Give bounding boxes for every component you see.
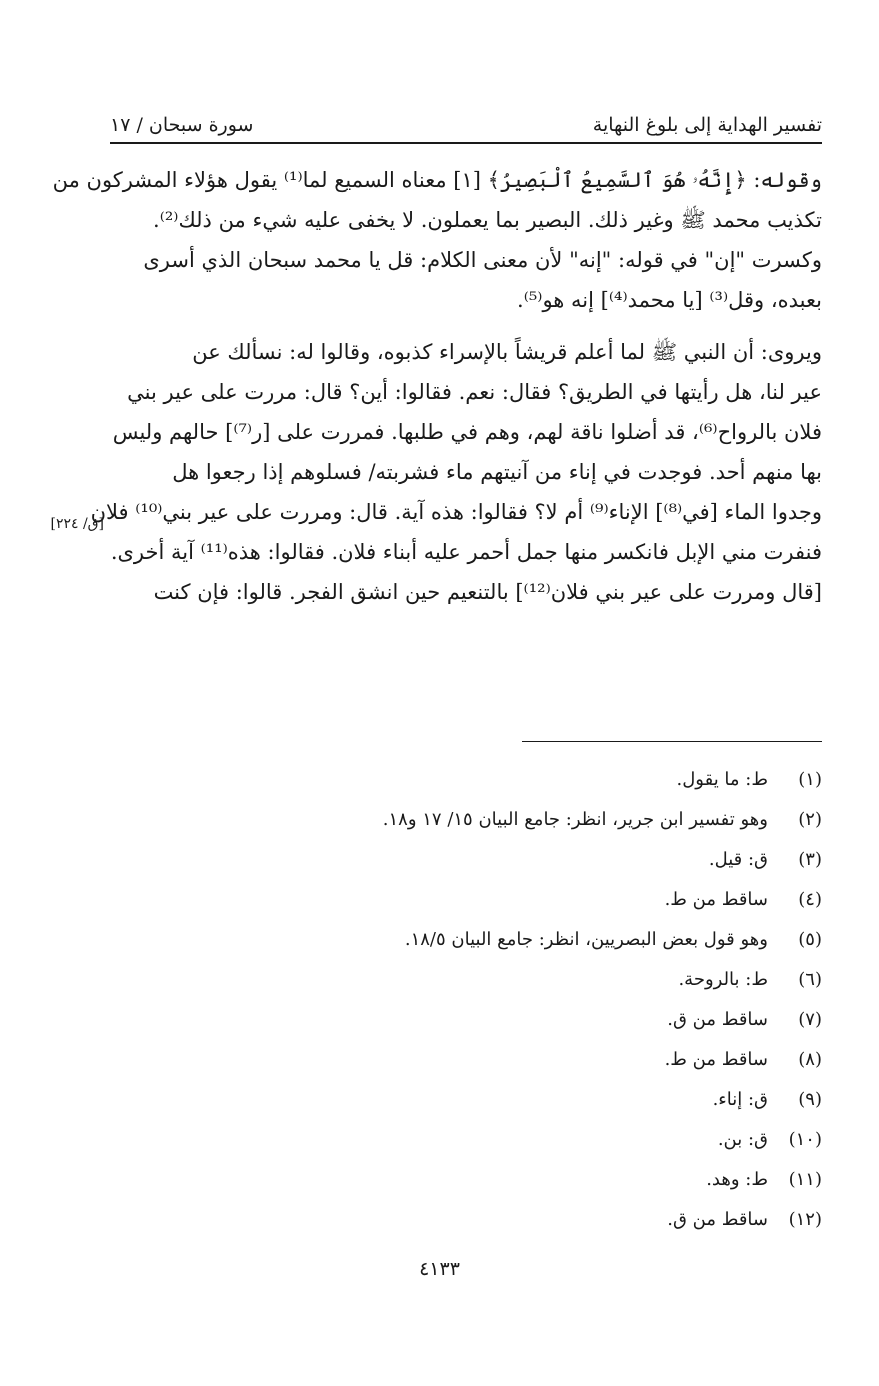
footnote-number: (٧)	[798, 1009, 822, 1030]
footnote-item	[110, 1040, 822, 1080]
footnote-item	[110, 1120, 822, 1160]
footnote-text: وهو قول بعض البصريين، انظر: جامع البيان ١٨/٥.	[404, 929, 768, 950]
footnote-number: (٤)	[798, 889, 822, 910]
text-line: عير لنا، هل رأيتها في الطريق؟ فقال: نعم. فقالوا: أين؟ قال: مررت على عير بني	[127, 380, 822, 404]
footnote-item	[110, 1200, 822, 1240]
footnote-text: ط: وهد.	[706, 1169, 768, 1190]
footnote-item	[110, 1160, 822, 1200]
footnote-item	[110, 760, 822, 800]
footnote-item	[110, 800, 822, 840]
footnote-text: ساقط من ق.	[667, 1209, 768, 1230]
manuscript-margin-note: [ق/ ٢٢٤]	[50, 516, 104, 532]
footnote-text: ط: ما يقول.	[676, 769, 768, 790]
footnote-item	[110, 960, 822, 1000]
footnote-item	[110, 1080, 822, 1120]
text-line: تكذيب محمد ﷺ وغير ذلك. البصير بما يعملون. لا يخفى عليه شيء من ذلك⁽²⁾.	[153, 208, 822, 232]
footnote-number: (١٠)	[788, 1129, 822, 1150]
footnote-item	[110, 840, 822, 880]
text-line: وكسرت "إن" في قوله: "إنه" لأن معنى الكلام: قل يا محمد سبحان الذي أسرى	[143, 248, 822, 272]
footnote-text: ساقط من ط.	[664, 1049, 768, 1070]
running-header	[110, 100, 822, 136]
footnote-text: ق: بن.	[717, 1129, 768, 1150]
text-line: بها منهم أحد. فوجدت في إناء من آنيتهم ماء فشربته/ فسلوهم إذا رجعوا هل	[172, 460, 822, 484]
text-line: فنفرت مني الإبل فانكسر منها جمل أحمر عليه أبناء فلان. فقالوا: هذه⁽¹¹⁾ آية أخرى.	[110, 540, 822, 564]
text-line: وقوله: ﴿إِنَّهُۥ هُوَ ٱلسَّمِيعُ ٱلْبَصِيرُ﴾ [١] معناه السميع لما⁽¹⁾ يقول هؤلاء المشركون من	[52, 168, 822, 192]
text-line: [قال ومررت على عير بني فلان⁽¹²⁾] بالتنعيم حين انشق الفجر. قالوا: فإن كنت	[153, 580, 822, 604]
footnote-text: ط: بالروحة.	[678, 969, 768, 990]
paragraph-2	[90, 332, 822, 612]
paragraph-1	[52, 160, 822, 320]
footnote-item	[110, 920, 822, 960]
footnote-number: (١)	[798, 769, 822, 790]
text-line: وجدوا الماء [في⁽⁸⁾] الإناء⁽⁹⁾ أم لا؟ فقالوا: هذه آية. قال: ومررت على عير بني⁽¹⁰⁾ فلان	[90, 500, 822, 524]
footnote-number: (٦)	[798, 969, 822, 990]
surah-reference: سورة سبحان / ١٧	[110, 114, 254, 136]
footnote-text: ق: قيل.	[708, 849, 768, 870]
footnote-item	[110, 1000, 822, 1040]
footnote-number: (١٢)	[788, 1209, 822, 1230]
text-line: ويروى: أن النبي ﷺ لما أعلم قريشاً بالإسراء كذبوه، وقالوا له: نسألك عن	[192, 340, 822, 364]
footnote-text: وهو تفسير ابن جرير، انظر: جامع البيان ١٥/ ١٧ و١٨.	[382, 809, 768, 830]
footnote-number: (١١)	[788, 1169, 822, 1190]
footnote-number: (٥)	[798, 929, 822, 950]
footnotes	[110, 760, 822, 1240]
text-line: فلان بالرواح⁽⁶⁾، قد أضلوا ناقة لهم، وهم في طلبها. فمررت على [ر⁽⁷⁾] حالهم وليس	[112, 420, 822, 444]
footnote-number: (٩)	[798, 1089, 822, 1110]
footnote-text: ساقط من ط.	[664, 889, 768, 910]
footnote-separator	[522, 741, 822, 742]
footnote-text: ق: إناء.	[712, 1089, 768, 1110]
page-number: ٤١٣٣	[419, 1258, 460, 1280]
book-title: تفسير الهداية إلى بلوغ النهاية	[592, 114, 822, 136]
footnote-number: (٣)	[798, 849, 822, 870]
footnote-number: (٨)	[798, 1049, 822, 1070]
footnote-number: (٢)	[798, 809, 822, 830]
header-rule	[110, 142, 822, 144]
footnote-text: ساقط من ق.	[667, 1009, 768, 1030]
text-line: بعبده، وقل⁽³⁾ [يا محمد⁽⁴⁾] إنه هو⁽⁵⁾.	[517, 288, 822, 312]
footnote-item	[110, 880, 822, 920]
